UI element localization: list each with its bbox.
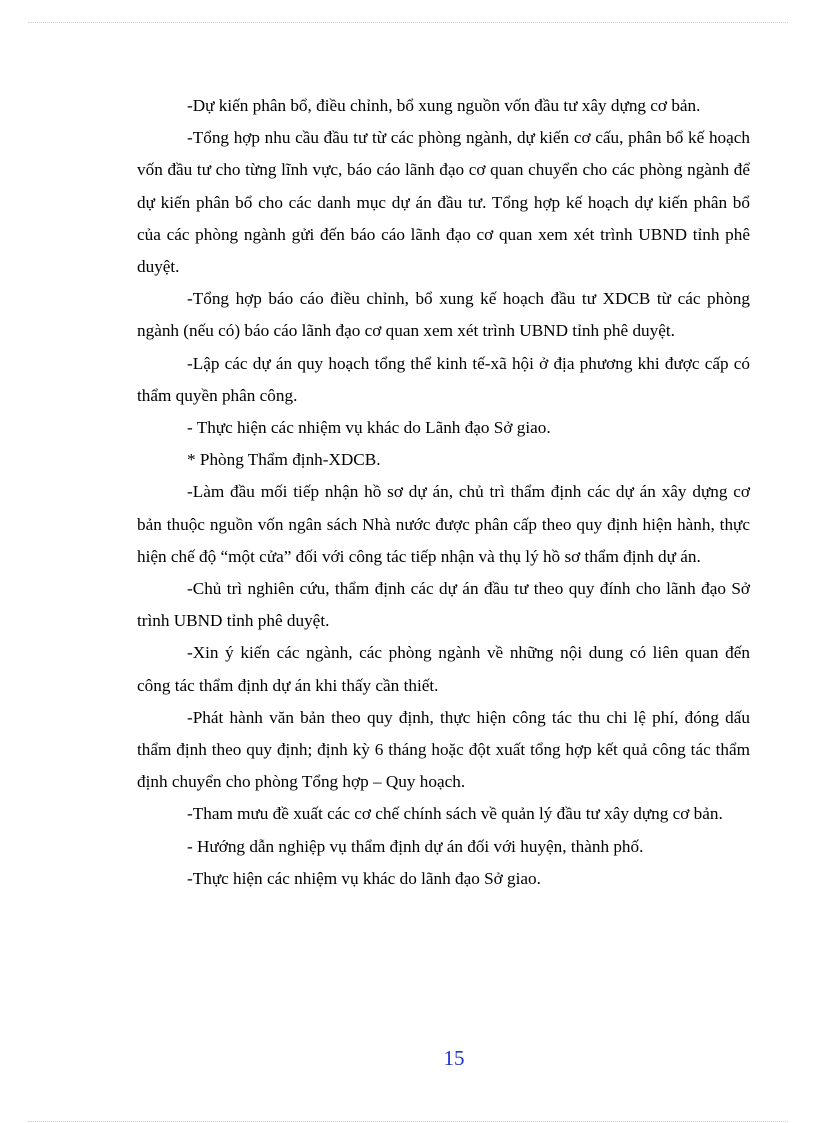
document-body <box>137 90 750 895</box>
paragraph: -Tham mưu đề xuất các cơ chế chính sách về quản lý đầu tư xây dựng cơ bản. <box>187 804 723 824</box>
paragraph: - Hướng dẫn nghiệp vụ thẩm định dự án đối với huyện, thành phố. <box>187 836 644 856</box>
paragraph: -Xin ý kiến các ngành, các phòng ngành về những nội dung có liên quan đến công tác thẩm định dự án khi thấy cần thiết. <box>137 643 750 695</box>
paragraph: -Lập các dự án quy hoạch tổng thể kinh tế-xã hội ở địa phương khi được cấp có thẩm quyền phân công. <box>137 353 750 405</box>
paragraph: -Phát hành văn bản theo quy định, thực hiện công tác thu chi lệ phí, đóng dấu thẩm định theo quy định; định kỳ 6 tháng hoặc đột xuất tổng hợp kết quả công tác thẩm định chuyển cho phòng Tổng hợp – Quy hoạch. <box>137 707 750 792</box>
paragraph: - Thực hiện các nhiệm vụ khác do Lãnh đạo Sở giao. <box>187 418 551 438</box>
page-border-top <box>28 22 788 23</box>
paragraph: -Tổng hợp báo cáo điều chỉnh, bổ xung kế hoạch đầu tư XDCB từ các phòng ngành (nếu có) báo cáo lãnh đạo cơ quan xem xét trình UBND tỉnh phê duyệt. <box>137 289 750 341</box>
paragraph: -Tổng hợp nhu cầu đầu tư từ các phòng ngành, dự kiến cơ cấu, phân bổ kế hoạch vốn đầu tư cho từng lĩnh vực, báo cáo lãnh đạo cơ quan chuyển cho các phòng ngành để dự kiến phân bổ cho các danh mục dự án đầu tư. Tổng hợp kế hoạch dự kiến phân bổ của các phòng ngành gửi đến báo cáo lãnh đạo cơ quan xem xét trình UBND tỉnh phê duyệt. <box>137 128 750 277</box>
paragraph: -Làm đầu mối tiếp nhận hồ sơ dự án, chủ trì thẩm định các dự án xây dựng cơ bản thuộc nguồn vốn ngân sách Nhà nước được phân cấp theo quy định hiện hành, thực hiện chế độ “một cửa” đối với công tác tiếp nhận và thụ lý hồ sơ thẩm định dự án. <box>137 482 750 566</box>
paragraph: -Chủ trì nghiên cứu, thẩm định các dự án đầu tư theo quy đính cho lãnh đạo Sở trình UBND tỉnh phê duyệt. <box>137 579 750 631</box>
section-heading: * Phòng Thẩm định-XDCB. <box>187 450 381 470</box>
page-number: 15 <box>443 1046 465 1070</box>
page-border-bottom <box>28 1121 788 1122</box>
paragraph: -Thực hiện các nhiệm vụ khác do lãnh đạo Sở giao. <box>187 868 541 888</box>
paragraph: -Dự kiến phân bổ, điều chỉnh, bổ xung nguồn vốn đầu tư xây dựng cơ bản. <box>187 96 701 115</box>
